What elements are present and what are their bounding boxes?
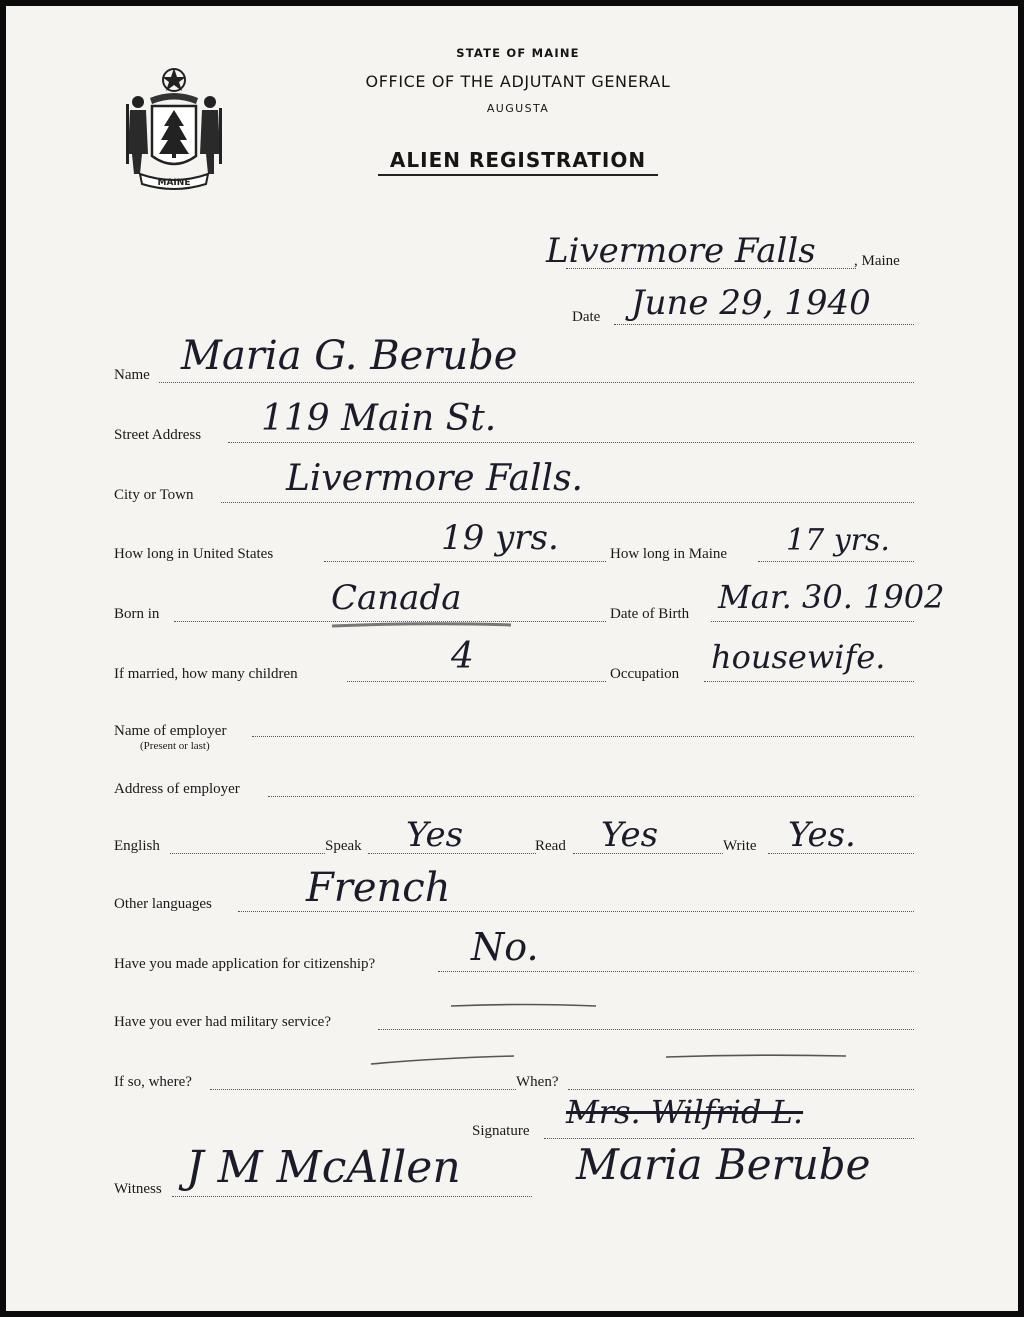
office-heading: OFFICE OF THE ADJUTANT GENERAL: [365, 72, 671, 91]
when-dash-stroke: [666, 1055, 846, 1057]
citizenship-line: [438, 971, 914, 972]
speak-label: Speak: [325, 838, 362, 854]
read-label: Read: [535, 838, 566, 854]
signature-line: [544, 1138, 914, 1139]
form-title: ALIEN REGISTRATION: [378, 148, 658, 176]
witness-line: [172, 1196, 532, 1197]
maine-duration-label: How long in Maine: [610, 546, 728, 562]
where-label: If so, where?: [114, 1074, 192, 1090]
occupation-label: Occupation: [610, 666, 680, 682]
town-value: Livermore Falls: [546, 231, 816, 271]
employer-address-line: [268, 796, 914, 797]
us-duration-line: [324, 561, 606, 562]
street-label: Street Address: [114, 427, 202, 443]
signature-label: Signature: [472, 1123, 530, 1139]
employer-address-label: Address of employer: [114, 781, 240, 797]
us-duration-label: How long in United States: [114, 546, 274, 562]
city-value: Livermore Falls.: [286, 458, 583, 499]
signature-value: Mrs. Wilfrid L.: [566, 1093, 804, 1131]
english-label: English: [114, 838, 160, 854]
when-label: When?: [516, 1074, 559, 1090]
maine-duration-line: [758, 561, 914, 562]
name-value: Maria G. Berube: [181, 333, 518, 379]
date-value: June 29, 1940: [631, 283, 871, 323]
us-duration-value: 19 yrs.: [441, 518, 559, 558]
registration-form: [6, 6, 1018, 1311]
seal-text: MAINE: [157, 178, 191, 188]
employer-sublabel: (Present or last): [140, 740, 210, 752]
born-value: Canada: [331, 578, 462, 618]
children-label: If married, how many children: [114, 666, 298, 682]
occupation-line: [704, 681, 914, 682]
born-line: [174, 621, 606, 622]
other-languages-value: French: [306, 865, 451, 911]
military-label: Have you ever had military service?: [114, 1014, 331, 1030]
maine-duration-value: 17 yrs.: [786, 523, 890, 558]
dob-label: Date of Birth: [610, 606, 690, 622]
children-value: 4: [451, 636, 474, 677]
military-line: [378, 1029, 914, 1030]
occupation-value: housewife.: [711, 638, 886, 676]
speak-value: Yes: [406, 815, 464, 855]
born-underline-stroke: [332, 624, 511, 626]
employer-label: Name of employer: [114, 723, 227, 739]
dob-line: [711, 621, 914, 622]
military-dash-stroke: [451, 1005, 596, 1007]
write-value: Yes.: [788, 815, 856, 855]
citizenship-value: No.: [471, 925, 539, 969]
name-line: [159, 382, 914, 383]
city-heading: AUGUSTA: [486, 102, 550, 115]
read-value: Yes: [601, 815, 659, 855]
english-line: [170, 853, 325, 854]
signature-full-value: Maria Berube: [576, 1140, 871, 1189]
name-label: Name: [114, 367, 150, 383]
employer-line: [252, 736, 914, 737]
children-line: [347, 681, 606, 682]
town-line: [566, 268, 856, 269]
other-languages-label: Other languages: [114, 896, 212, 912]
write-label: Write: [723, 838, 757, 854]
street-value: 119 Main St.: [261, 398, 497, 439]
witness-label: Witness: [114, 1181, 162, 1197]
born-label: Born in: [114, 606, 160, 622]
other-languages-line: [238, 911, 914, 912]
street-line: [228, 442, 914, 443]
city-label: City or Town: [114, 487, 194, 503]
date-label: Date: [572, 309, 601, 325]
witness-value: J M McAllen: [186, 1142, 461, 1193]
state-label: , Maine: [854, 253, 900, 269]
state-heading: STATE OF MAINE: [456, 46, 580, 60]
citizenship-label: Have you made application for citizenship?: [114, 956, 376, 972]
date-line: [614, 324, 914, 325]
where-line: [210, 1089, 516, 1090]
city-line: [221, 502, 914, 503]
when-line: [568, 1089, 914, 1090]
where-dash-stroke: [371, 1056, 514, 1064]
dob-value: Mar. 30. 1902: [718, 578, 945, 616]
